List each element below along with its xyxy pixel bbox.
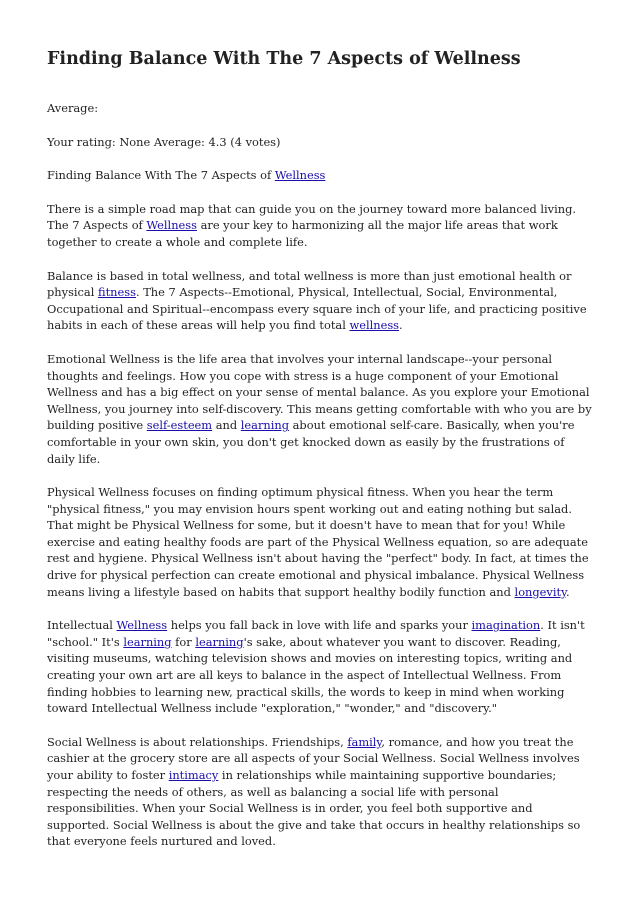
text-run: . [566,584,570,599]
text-run: . [399,318,403,333]
text-run: , romance, and how you treat the cashier at the grocery store are all aspects of your Social Wellness. Social Wellness involves your ability to foster [47,734,580,782]
link-fitness[interactable]: fitness [98,285,136,300]
link-longevity[interactable]: longevity [514,584,566,599]
link-wellness[interactable]: Wellness [116,618,168,633]
text-run: . The 7 Aspects--Emotional, Physical, Intellectual, Social, Environmental, Occupational and Spiritual--encompass every square inch of your life, and practicing positive habits in each of these areas will help you find total [47,285,587,333]
text-run: Physical Wellness focuses on finding optimum physical fitness. When you hear the term "physical fitness," you may envision hours spent working out and eating nothing but salad. That might be Physical Wellness for some, but it doesn't have to mean that for you! While exercise and eating healthy foods are part of the Physical Wellness equation, so are adequate rest and hygiene. Physical Wellness isn't about having the "perfect" body. In fact, at times the drive for physical perfection can create emotional and physical imbalance. Physical Wellness means living a lifestyle based on habits that support healthy bodily function and [47,485,589,599]
paragraph-balance [47,268,592,334]
link-learning[interactable]: learning [240,418,290,433]
text-run: helps you fall back in love with life and sparks your [167,618,472,633]
text-run: Social Wellness is about relationships. Friendships, [47,734,348,749]
text-run: 's sake, about whatever you want to discover. Reading, visiting museums, watching television shows and movies on interesting topics, writing and creating your own art are all keys to balance in the aspect of Intellectual Wellness. From finding hobbies to learning new, practical skills, the words to keep in mind when working toward Intellectual Wellness include "exploration," "wonder," and "discovery." [47,634,573,716]
text-run: . It isn't "school." It's [47,618,585,649]
text-run: There is a simple road map that can guide you on the journey toward more balanced living. The 7 Aspects of [47,201,576,233]
text-run: for [171,634,196,649]
link-imagination[interactable]: imagination [471,618,541,633]
intro-line [47,167,592,184]
paragraph-physical [47,484,592,600]
text-run: Balance is based in total wellness, and total wellness is more than just emotional health or physical [47,268,572,300]
text-run: about emotional self-care. Basically, when you're comfortable in your own skin, you don't get knocked down as easily by the frustrations of daily life. [47,418,575,466]
text-run: in relationships while maintaining supportive boundaries; respecting the needs of others, as well as balancing a social life with personal responsibilities. When your Social Wellness is in order, you feel both supportive and supported. Social Wellness is about the give and take that occurs in healthy relationships so that everyone feels nurtured and loved. [47,768,581,849]
link-learning[interactable]: learning [123,634,172,649]
text-run: Finding Balance With The 7 Aspects of [47,168,275,183]
average-label: Average: [47,101,99,115]
link-intimacy[interactable]: intimacy [168,768,219,782]
link-wellness[interactable]: wellness [349,318,400,333]
rating-line: Your rating: None Average: 4.3 (4 votes) [47,134,281,149]
link-learning[interactable]: learning [195,634,244,649]
text-run: are your key to harmonizing all the major life areas that work together to create a whole and complete life. [47,218,558,249]
paragraph-emotional [47,351,592,467]
paragraph-intellectual [47,617,592,717]
page-title: Finding Balance With The 7 Aspects of Wellness [47,49,521,69]
link-wellness[interactable]: Wellness [274,168,326,183]
link-self-esteem[interactable]: self-esteem [146,418,213,433]
link-family[interactable]: family [347,734,382,749]
text-run: and [212,418,241,433]
link-wellness[interactable]: Wellness [146,218,197,233]
text-run: Intellectual [47,618,117,633]
paragraph-social [47,734,592,850]
text-run: Emotional Wellness is the life area that involves your internal landscape--your personal thoughts and feelings. How you cope with stress is a huge component of your Emotional Wellness and has a big effect on your sense of mental balance. As you explore your Emotional Wellness, you journey into self-discovery. This means getting comfortable with who you are by building positive [47,351,592,433]
paragraph-overview [47,201,592,251]
